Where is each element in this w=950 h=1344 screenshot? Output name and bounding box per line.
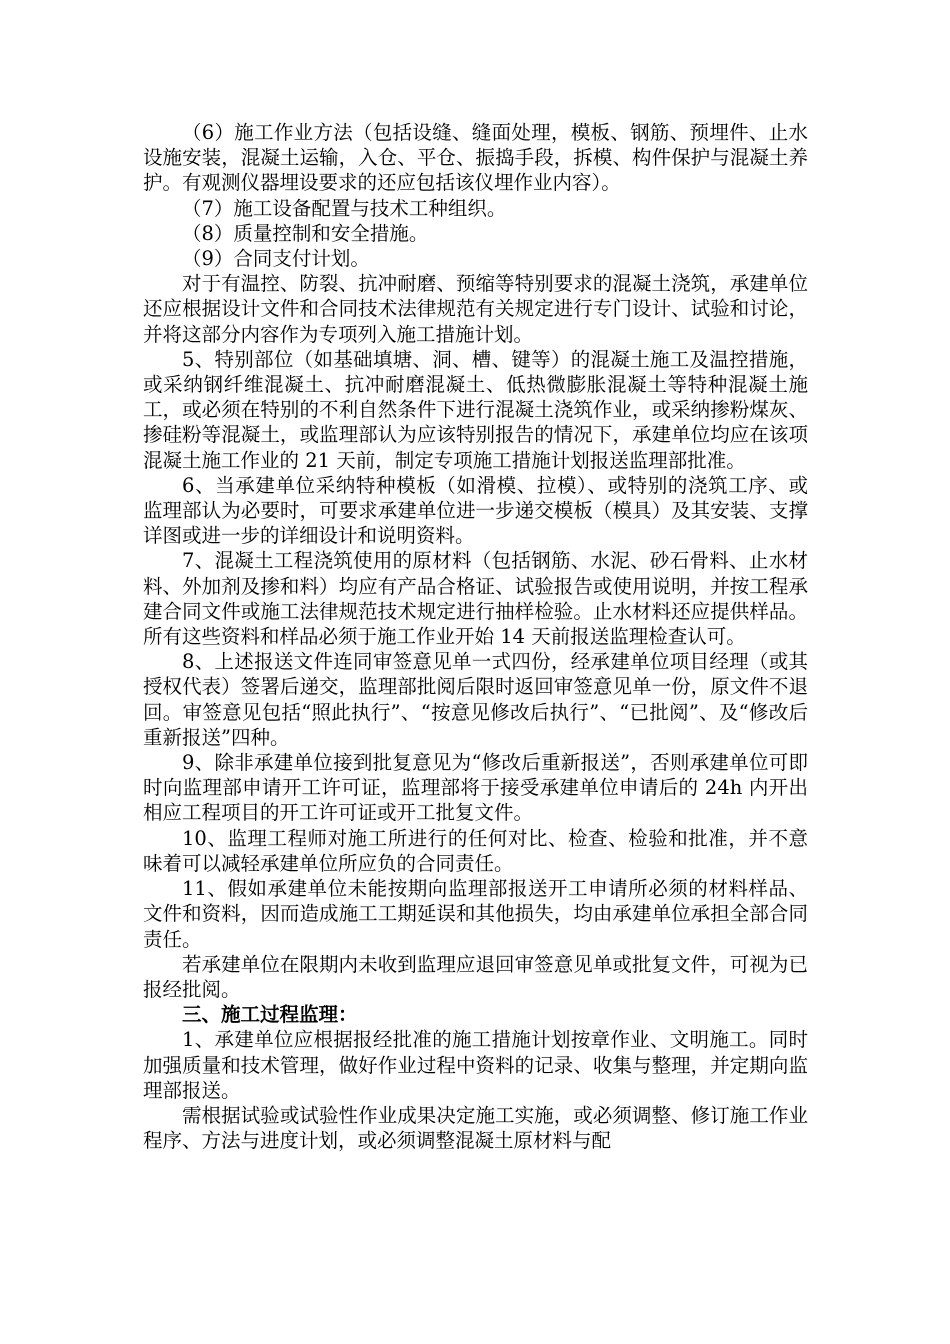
paragraph-clause-6: 6、当承建单位采纳特种模板（如滑模、拉模）、或特别的浇筑工序、或监理部认为必要时，可要求承建单位进一步递交模板（模具）及其安装、支撑详图或进一步的详细设计和说明资料。 [143,473,808,548]
paragraph-clause-7: 7、混凝土工程浇筑使用的原材料（包括钢筋、水泥、砂石骨料、止水材料、外加剂及掺和料）均应有产品合格证、试验报告或使用说明，并按工程承建合同文件或施工法律规范技术规定进行抽样检验。止水材料还应提供样品。所有这些资料和样品必须于施工作业开始 14 天前报送监理检查认可。 [143,549,808,649]
paragraph-clause-8: 8、上述报送文件连同审签意见单一式四份，经承建单位项目经理（或其授权代表）签署后递交，监理部批阅后限时返回审签意见单一份，原文件不退回。审签意见包括“照此执行”、“按意见修改后执行”、“已批阅”、及“修改后重新报送”四种。 [143,650,808,749]
paragraph-clause-5: 5、特别部位（如基础填塘、洞、槽、键等）的混凝土施工及温控措施，或采纳钢纤维混凝土、抗冲耐磨混凝土、低热微膨胀混凝土等特种混凝土施工，或必须在特别的不利自然条件下进行混凝土浇筑作业，或采纳掺粉煤灰、掺硅粉等混凝土，或监理部认为应该特别报告的情况下，承建单位均应在该项混凝土施工作业的 21 天前，制定专项施工措施计划报送监理部批准。 [143,347,808,472]
paragraph-item-6: （6）施工作业方法（包括设缝、缝面处理，模板、钢筋、预埋件、止水设施安装，混凝土运输，入仓、平仓、振捣手段，拆模、构件保护与混凝土养护。有观测仪器埋设要求的还应包括该仪埋作业内容）。 [143,121,808,195]
paragraph-clause-9: 9、除非承建单位接到批复意见为“修改后重新报送”，否则承建单位可即时向监理部申请开工许可证，监理部将于接受承建单位申请后的 24h 内开出相应工程项目的开工许可证或开工批复文件。 [143,751,808,825]
paragraph-process-continued: 需根据试验或试验性作业成果决定施工实施，或必须调整、修订施工作业程序、方法与进度计划，或必须调整混凝土原材料与配 [143,1103,808,1153]
paragraph-clause-10: 10、监理工程师对施工所进行的任何对比、检查、检验和批准，并不意味着可以减轻承建单位所应负的合同责任。 [143,826,808,875]
paragraph-special-requirements: 对于有温控、防裂、抗冲耐磨、预缩等特别要求的混凝土浇筑，承建单位还应根据设计文件和合同技术法律规范有关规定进行专门设计、试验和讨论，并将这部分内容作为专项列入施工措施计划。 [143,272,808,346]
paragraph-item-8: （8）质量控制和安全措施。 [182,221,429,245]
paragraph-deemed-approval: 若承建单位在限期内未收到监理应退回审签意见单或批复文件，可视为已报经批阅。 [143,952,808,1001]
document-page [143,120,808,1153]
paragraph-item-7: （7）施工设备配置与技术工种组织。 [182,196,507,220]
paragraph-item-9: （9）合同支付计划。 [182,247,370,271]
paragraph-process-1: 1、承建单位应根据报经批准的施工措施计划按章作业、文明施工。同时加强质量和技术管理，做好作业过程中资料的记录、收集与整理，并定期向监理部报送。 [143,1028,808,1102]
paragraph-clause-11: 11、假如承建单位未能按期向监理部报送开工申请所必须的材料样品、文件和资料，因而造成施工工期延误和其他损失，均由承建单位承担全部合同责任。 [143,877,808,951]
section-heading: 三、施工过程监理： [182,1003,358,1027]
